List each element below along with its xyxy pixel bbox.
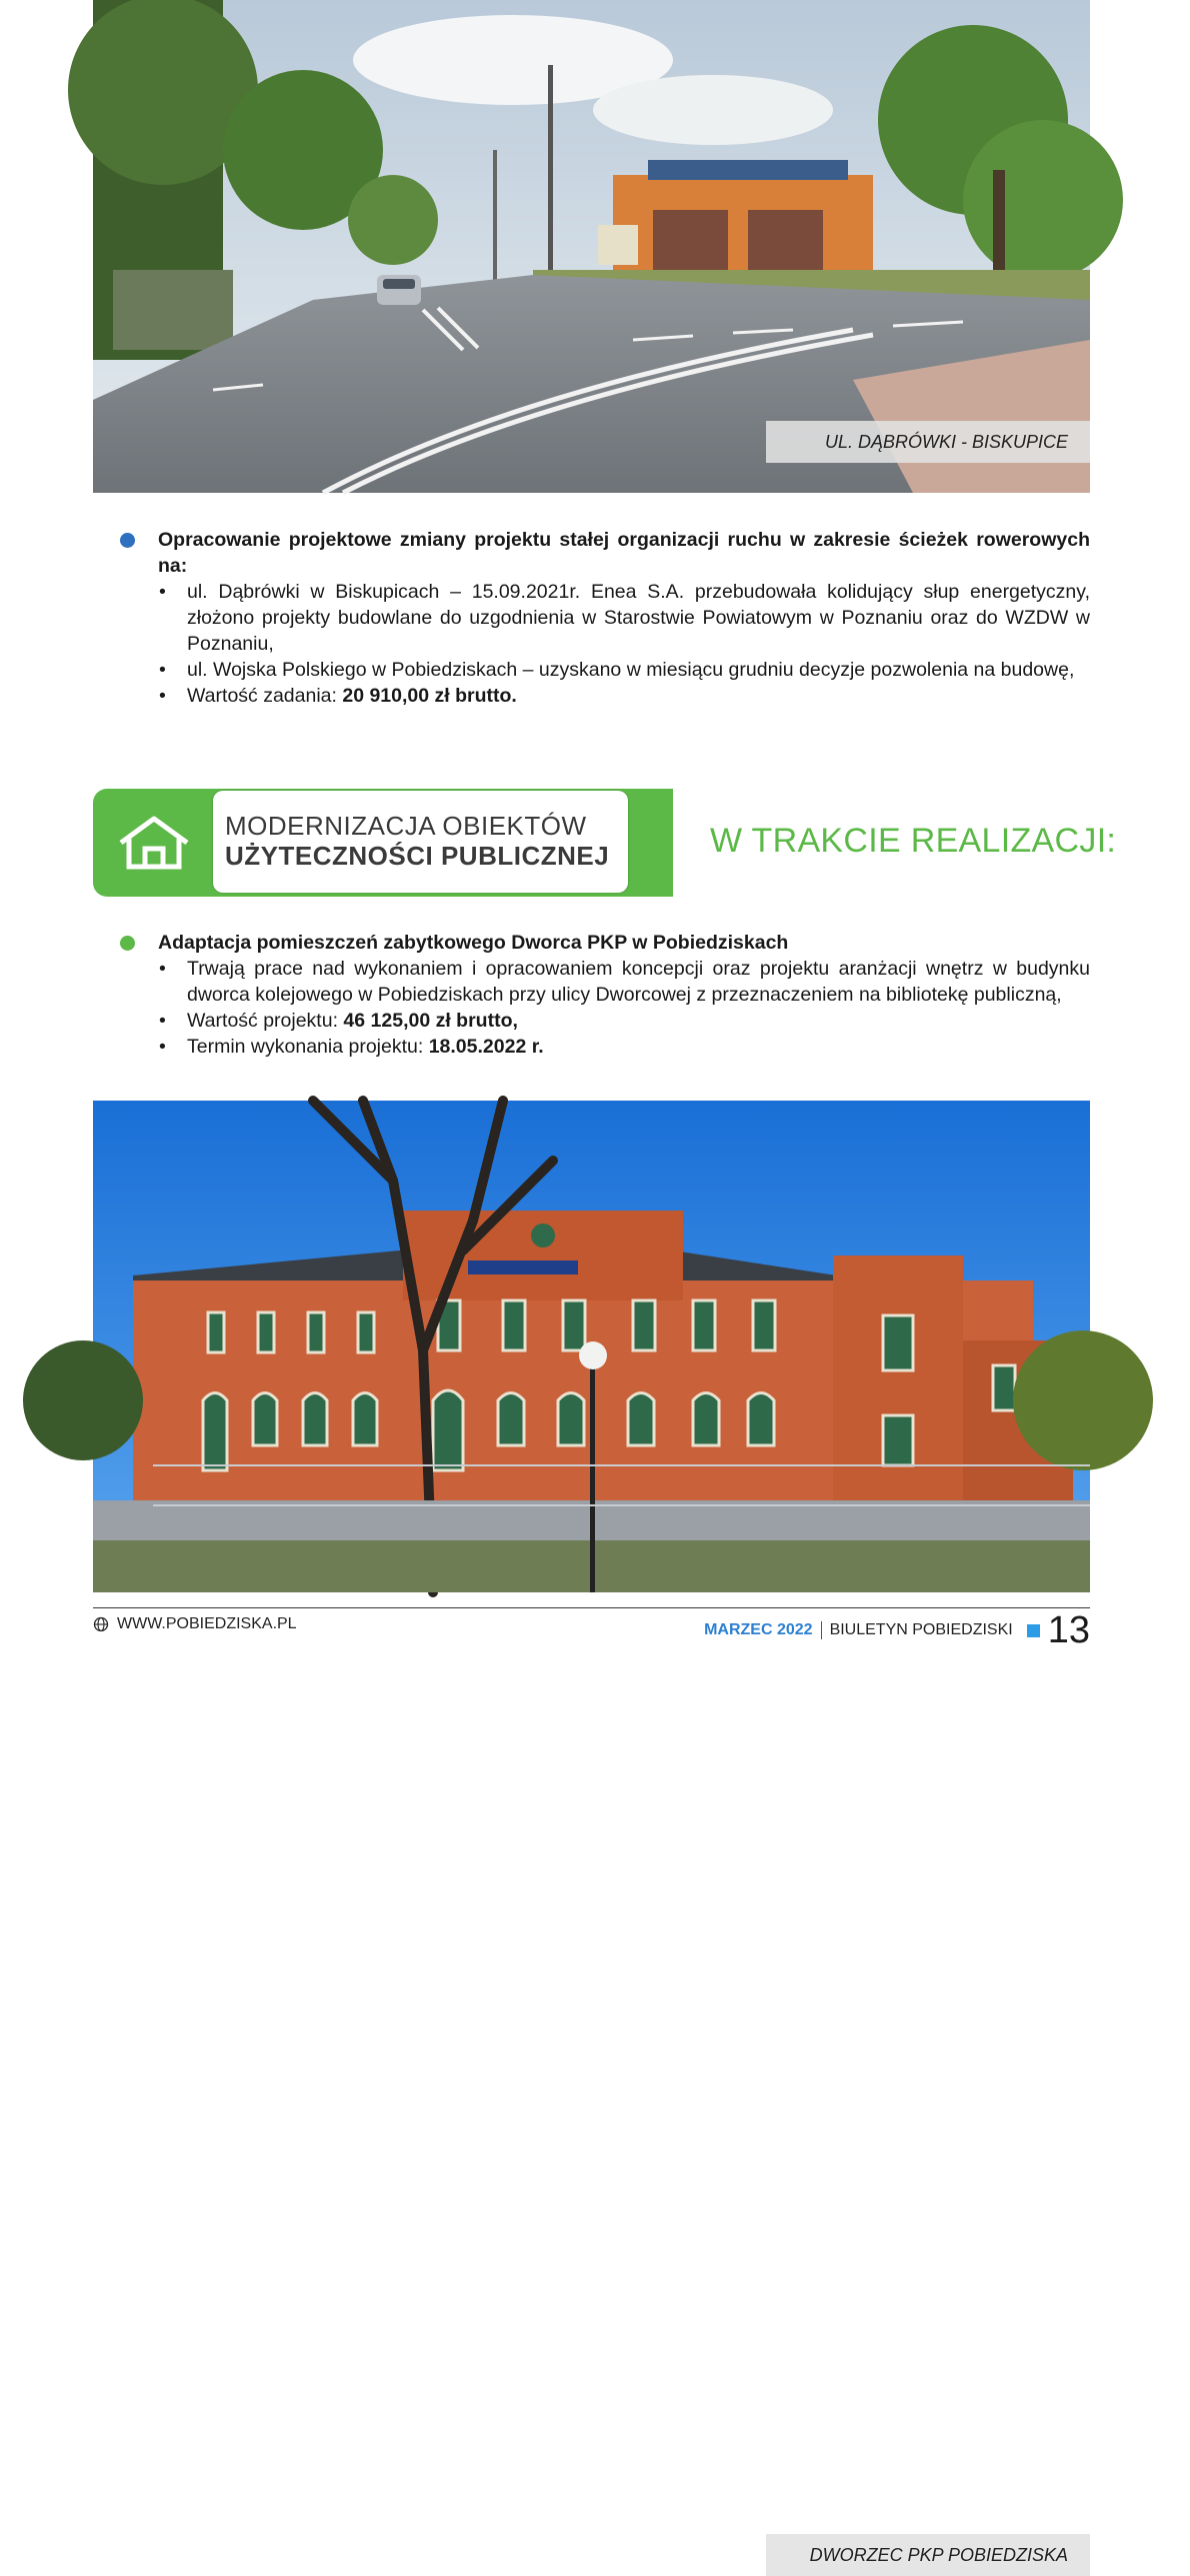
task-value: 20 910,00 zł brutto. — [342, 685, 517, 707]
page-number: 13 — [1047, 1609, 1090, 1651]
footer-divider — [93, 1607, 1090, 1608]
website-link[interactable]: WWW.POBIEDZISKA.PL — [117, 1615, 297, 1632]
bullet-dot-icon — [120, 533, 135, 548]
section-heading — [120, 527, 1090, 579]
section-bike-paths — [120, 527, 1090, 709]
list-item: • Wartość zadania: 20 910,00 zł brutto. — [159, 685, 517, 707]
banner-title-line2: UŻYTECZNOŚCI PUBLICZNEJ — [225, 841, 610, 871]
section-station-adaptation — [120, 930, 1090, 1060]
project-value: 46 125,00 zł brutto, — [343, 1010, 518, 1032]
list-item-text: Trwają prace nad wykonaniem i opracowaniem koncepcji oraz projektu aranżacji wnętrz w budynku dworca kolejowego w Pobiedziskach przy ulicy Dworcowej z przeznaczeniem na bibliotekę publiczną, — [187, 958, 1090, 1006]
street-photo-image — [93, 0, 1090, 493]
footer-publication-info — [704, 1611, 1090, 1649]
list-item-label: Wartość projektu: — [187, 1010, 344, 1032]
project-deadline: 18.05.2022 r. — [428, 1036, 544, 1058]
status-title: W TRAKCIE REALIZACJI: — [710, 822, 1117, 860]
list-item-text: ul. Dąbrówki w Biskupicach – 15.09.2021r. Enea S.A. przebudowała kolidujący słup energetyczny, złożono projekty budowlane do uzgodnienia w Starostwie Powiatowym w Poznaniu oraz do WZDW w Poznaniu, — [187, 581, 1090, 655]
list-item: • Wartość projektu: 46 125,00 zł brutto, — [159, 1010, 518, 1032]
square-marker-icon — [1027, 1624, 1040, 1637]
bullet-dot-icon — [120, 936, 135, 951]
list-item: • ul. Wojska Polskiego w Pobiedziskach – uzyskano w miesiącu grudniu decyzje pozwolenia na budowę, — [159, 659, 1075, 681]
house-outline-icon — [117, 815, 191, 871]
globe-icon — [93, 1616, 109, 1632]
photo-caption: UL. DĄBRÓWKI - BISKUPICE — [766, 421, 1090, 463]
footer-website[interactable] — [93, 1615, 297, 1633]
footer-separator — [821, 1621, 822, 1639]
section-heading-text: Opracowanie projektowe zmiany projektu stałej organizacji ruchu w zakresie ścieżek rowerowych na: — [158, 529, 1090, 577]
list-item-label: Wartość zadania: — [187, 685, 343, 707]
section-heading-text: Adaptacja pomieszczeń zabytkowego Dworca PKP w Pobiedziskach — [158, 932, 789, 954]
list-item: • ul. Dąbrówki w Biskupicach – 15.09.2021r. Enea S.A. przebudowała kolidujący słup energetyczny, złożono projekty budowlane do uzgodnienia w Starostwie Powiatowym w Poznaniu oraz do WZDW w Poznaniu, — [159, 581, 1090, 655]
issue-month: MARZEC 2022 — [704, 1621, 813, 1638]
publication-title: BIULETYN POBIEDZISKI — [829, 1621, 1013, 1638]
station-photo-image — [93, 1101, 1090, 1592]
street-photo — [93, 0, 1090, 493]
list-item-label: Termin wykonania projektu: — [187, 1036, 429, 1058]
list-item-text: ul. Wojska Polskiego w Pobiedziskach – uzyskano w miesiącu grudniu decyzje pozwolenia na budowę, — [187, 659, 1075, 681]
detail-list — [120, 956, 1090, 1060]
category-banner — [93, 789, 673, 897]
detail-list — [120, 579, 1090, 709]
photo-caption: DWORZEC PKP POBIEDZISKA — [766, 2534, 1090, 2576]
list-item: • Termin wykonania projektu: 18.05.2022 r. — [159, 1036, 544, 1058]
banner-title-line1: MODERNIZACJA OBIEKTÓW — [225, 811, 587, 841]
list-item: • Trwają prace nad wykonaniem i opracowaniem koncepcji oraz projektu aranżacji wnętrz w budynku dworca kolejowego w Pobiedziskach przy ulicy Dworcowej z przeznaczeniem na bibliotekę publiczną, — [159, 958, 1090, 1006]
section-heading — [120, 930, 1090, 956]
